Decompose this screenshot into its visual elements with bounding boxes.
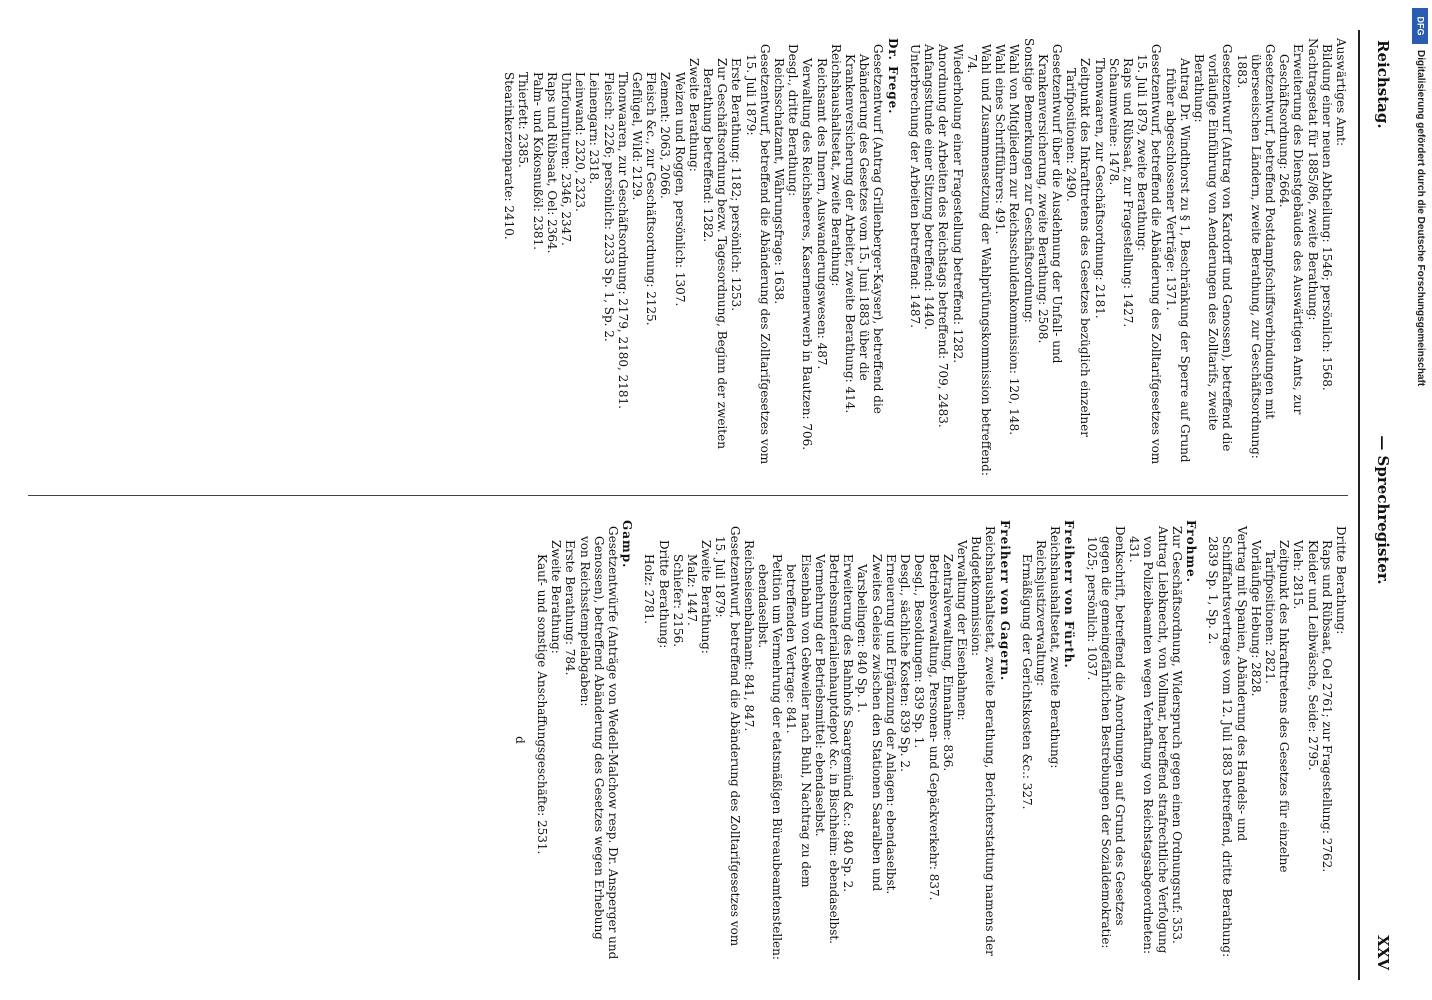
entry: Gesetzentwurf, betreffend Postdampfschiffsverbindungen mit überseeischen Ländern, zweite Berathung, zur Geschäftsordnung: 1883.	[1234, 44, 1277, 459]
speaker-name: Frohme.	[1183, 520, 1198, 583]
entry: Gesetzentwurf, betreffend die Abänderung des Zolltarifgesetzes vom 15. Juli 1879, zweite Berathung:	[1135, 44, 1164, 465]
entry: Betriebsmaterialienhauptdepot &c. in Bischheim: ebendaselbst.	[827, 554, 842, 944]
entry: Erweiterung des Dienstgebäudes des Auswärtigen Amts, zur Geschäftsordnung: 2664.	[1277, 44, 1306, 415]
entry: Zeitpunkt des Inkrafttretens des Gesetzes bezüglich einzelner Tarifpositionen: 2490.	[1064, 58, 1093, 437]
entry: Nachtragsetat für 1885/86, zweite Berathung:	[1305, 38, 1320, 321]
entry: Fleisch: 2226; persönlich: 2233 Sp. 1, Sp. 2.	[601, 72, 616, 342]
entry: Wahl eines Schriftführers: 491.	[993, 44, 1008, 235]
entry: Vorläufige Hebung: 2828.	[1248, 540, 1263, 697]
entry: Zur Geschäftsordnung bezw. Tagesordnung, Beginn der zweiten Berathung betreffend: 1282.	[701, 58, 730, 449]
running-head-left: Reichstag.	[1374, 40, 1392, 129]
page-number: XXV	[1374, 935, 1392, 970]
entry: Auswärtiges Amt:	[1334, 38, 1348, 147]
entry: Zweite Berathung:	[699, 540, 714, 654]
digitization-note-text: Digitalisierung gefördert durch die Deutsche Forschungsgemeinschaft	[1415, 50, 1426, 387]
entry: Thierfett: 2385.	[516, 72, 531, 168]
entry: Reichsschatzamt, Währungsfrage: 1638.	[772, 58, 787, 305]
entry: Zeitpunkt des Inkrafttretens des Gesetzes für einzelne Tarifpositionen: 2821.	[1262, 540, 1292, 873]
entry: Betriebsverwaltung, Personen- und Gepäckverkehr: 837.	[926, 554, 941, 901]
entry: Kleider und Leibwäsche, Seide: 2795.	[1305, 540, 1320, 771]
entry: Dritte Berathung:	[656, 540, 671, 649]
entry: Gesetzentwurf (Antrag von Kardorff und Genossen), betreffend die vorläufige Einführung von Aenderungen des Zolltarifs, zweite Berathung:	[1191, 44, 1235, 452]
entry: Leinwand: 2320, 2323.	[573, 72, 588, 212]
entry: Reichsamt des Innern, Auswanderungswesen: 487.	[814, 58, 829, 370]
header-rule	[1358, 30, 1360, 980]
entry: Gesetzentwürfe (Anträge von Wedell-Malchow resp. Dr. Ansperger und Genossen), betreffend Abänderung des Gesetzes wegen Erhebung von Reichsstempelabgaben:	[577, 526, 621, 960]
entry: Gesetzentwurf (Antrag Grillenberger-Kayser), betreffend die Abänderung des Gesetzes vom 15. Juni 1883 über die Krankenversicherung der Arbeiter, zweite Berathung: 414.	[843, 44, 886, 414]
entry: Uhrfournituren: 2346, 2347.	[559, 72, 574, 246]
entry: Fleisch &c., zur Geschäftsordnung: 2125.	[644, 72, 659, 326]
entry: Erneuerung und Ergänzung der Anlagen: ebendaselbst.	[883, 554, 898, 895]
entry: Weizen und Roggen, persönlich: 1307.	[672, 72, 687, 307]
entry: Palm- und Kokosnußöl: 2381.	[530, 72, 545, 250]
entry: Vieh: 2815.	[1291, 540, 1306, 610]
entry: Kauf- und sonstige Anschaffungsgeschäfte: 2531.	[535, 554, 550, 855]
entry: Erste Berathung: 1182; persönlich: 1253.	[729, 58, 744, 312]
entry: Malz: 1447.	[685, 554, 700, 626]
entry: Zement: 2063, 2066.	[658, 72, 673, 199]
entry: Desgl., Besoldungen: 839 Sp. 1.	[912, 554, 927, 749]
entry: Raps und Rübsaat, zur Fragestellung: 1427.	[1120, 58, 1135, 328]
entry: Raps und Rübsaat, Oel 2761; zur Fragestellung: 2762.	[1319, 540, 1334, 873]
entry: Verwaltung der Eisenbahnen:	[954, 540, 969, 721]
entry: Raps und Rübsaat, Oel: 2364.	[544, 72, 559, 254]
entry: Schaumweine: 1478.	[1106, 58, 1121, 186]
speaker-name: Freiherr von Gagern.	[997, 520, 1012, 682]
entry: Antrag Dr. Windthorst zu § 1, Beschränkung der Sperre auf Grund früher abgeschlossener Verträge: 1371.	[1163, 58, 1192, 463]
entry: Unterbrechung der Arbeiten betreffend: 1487.	[907, 44, 922, 328]
entry: Stearinkerzenparate: 2410.	[502, 72, 517, 240]
entry: Vertrag mit Spanien, Abänderung des Handels- und Schifffahrtsvertrages vom 12. Juli 1883 betreffend, dritte Berathung: 2839 Sp. 1, Sp. 2.	[1206, 526, 1249, 958]
entry: Reichshaushaltsetat, zweite Berathung:	[828, 44, 843, 287]
entry: Wiederholung einer Fragestellung betreffend: 1282.	[950, 44, 965, 364]
entry: Zur Geschäftsordnung, Widerspruch gegen einen Ordnungsruf: 353.	[1169, 526, 1184, 944]
entry: Verwaltung des Reichsheeres, Kasernenerwerb in Bautzen: 706.	[800, 58, 815, 451]
entry: Geflügel, Wild: 2129.	[630, 72, 645, 201]
entry: Vermehrung der Betriebsmittel: ebendaselbst.	[812, 554, 827, 837]
entry: Zweite Berathung:	[549, 540, 564, 654]
entry: Reichsjustizverwaltung:	[1033, 540, 1048, 687]
entry: Holz: 2781.	[642, 554, 657, 625]
entry: Thonwaaren, zur Geschäftsordnung: 2179, 2180, 2181.	[615, 72, 630, 409]
speaker-name: Dr. Frege.	[885, 38, 900, 115]
column-divider	[28, 495, 1348, 496]
entry: Denkschrift, betreffend die Anordnungen auf Grund des Gesetzes gegen die gemeingefährlichen Bestrebungen der Sozialdemokratie: 1025; persönlich: 1037.	[1084, 526, 1127, 949]
entry: Erweiterung des Bahnhofs Saargemünd &c.: 840 Sp. 2.	[841, 554, 856, 893]
entry: Thonwaaren, zur Geschäftsordnung: 2181.	[1092, 58, 1107, 319]
speaker-name: Gamp.	[620, 520, 635, 569]
entry: Leinengarn: 2318.	[587, 72, 602, 184]
entry: Zweite Berathung:	[686, 58, 701, 172]
entry: Antrag Liebknecht, von Vollmar, betreffend strafrechtliche Verfolgung von Polizeibeamten wegen Verhaftung von Reichstagsabgeordneten: 431.	[1127, 526, 1170, 955]
dfg-logo-icon	[1412, 8, 1428, 44]
signature-mark: d	[512, 736, 527, 744]
speaker-name: Freiherr von Fürth.	[1062, 520, 1077, 669]
entry: Anordnung der Arbeiten des Reichstags betreffend: 709, 2483.	[936, 44, 951, 428]
dfg-logo-text: DFG	[1415, 16, 1425, 36]
entry: Zweites Geleise zwischen den Stationen Saaralben und Varsbelingen: 840 Sp. 1.	[855, 554, 884, 892]
entry: Wahl und Zusammensetzung der Wahlprüfungskommission betreffend: 74.	[964, 44, 993, 476]
entry: Petition um Vermehrung der etatsmäßigen Büreaubeamtenstellen: ebendaselbst.	[756, 554, 785, 960]
entry: Bildung einer neuen Abtheilung: 1546; persönlich: 1568.	[1319, 44, 1334, 391]
entry: Reichseisenbahnamt: 841, 847.	[741, 540, 756, 732]
entry: Gesetzentwurf, betreffend die Abänderung des Zolltarifgesetzes vom 15. Juli 1879:	[743, 44, 772, 465]
digitization-note	[1410, 50, 1430, 750]
entry: Sonstige Bemerkungen zur Geschäftsordnung:	[1021, 38, 1036, 323]
entry: Reichshaushaltsetat, zweite Berathung, Berichterstattung namens der Budgetkommission:	[969, 526, 998, 956]
entry: Ermäßigung der Gerichtskosten &c.: 327.	[1019, 554, 1034, 810]
entry: Zentralverwaltung, Einnahme: 836.	[940, 554, 955, 772]
running-head-center: — Sprechregister.	[1374, 435, 1392, 585]
entry: Gesetzentwurf über die Ausdehnung der Unfall- und Krankenversicherung, zweite Berathung: 2508.	[1035, 44, 1064, 364]
entry: Gesetzentwurf, betreffend die Abänderung des Zolltarifgesetzes vom 15. Juli 1879:	[713, 526, 742, 947]
entry: Erste Berathung: 784.	[563, 540, 578, 676]
entry: Anfangsstunde einer Sitzung betreffend: 1440.	[922, 44, 937, 330]
entry: Reichshaushaltsetat, zweite Berathung:	[1048, 526, 1063, 769]
left-column	[28, 38, 1348, 478]
entry: Desgl., dritte Berathung:	[786, 44, 801, 197]
entry: Schiefer: 2156.	[670, 554, 685, 648]
entry: Dritte Berathung:	[1334, 526, 1348, 635]
entry: Desgl., sächliche Kosten: 839 Sp. 2.	[898, 554, 913, 772]
right-column	[28, 520, 1348, 960]
entry: Wahl von Mitgliedern zur Reichsschuldenkommission: 120, 148.	[1007, 44, 1022, 436]
entry: Eisenbahn von Gebweiler nach Buhl, Nachtrag zu dem betreffenden Vertrage: 841.	[784, 554, 813, 888]
